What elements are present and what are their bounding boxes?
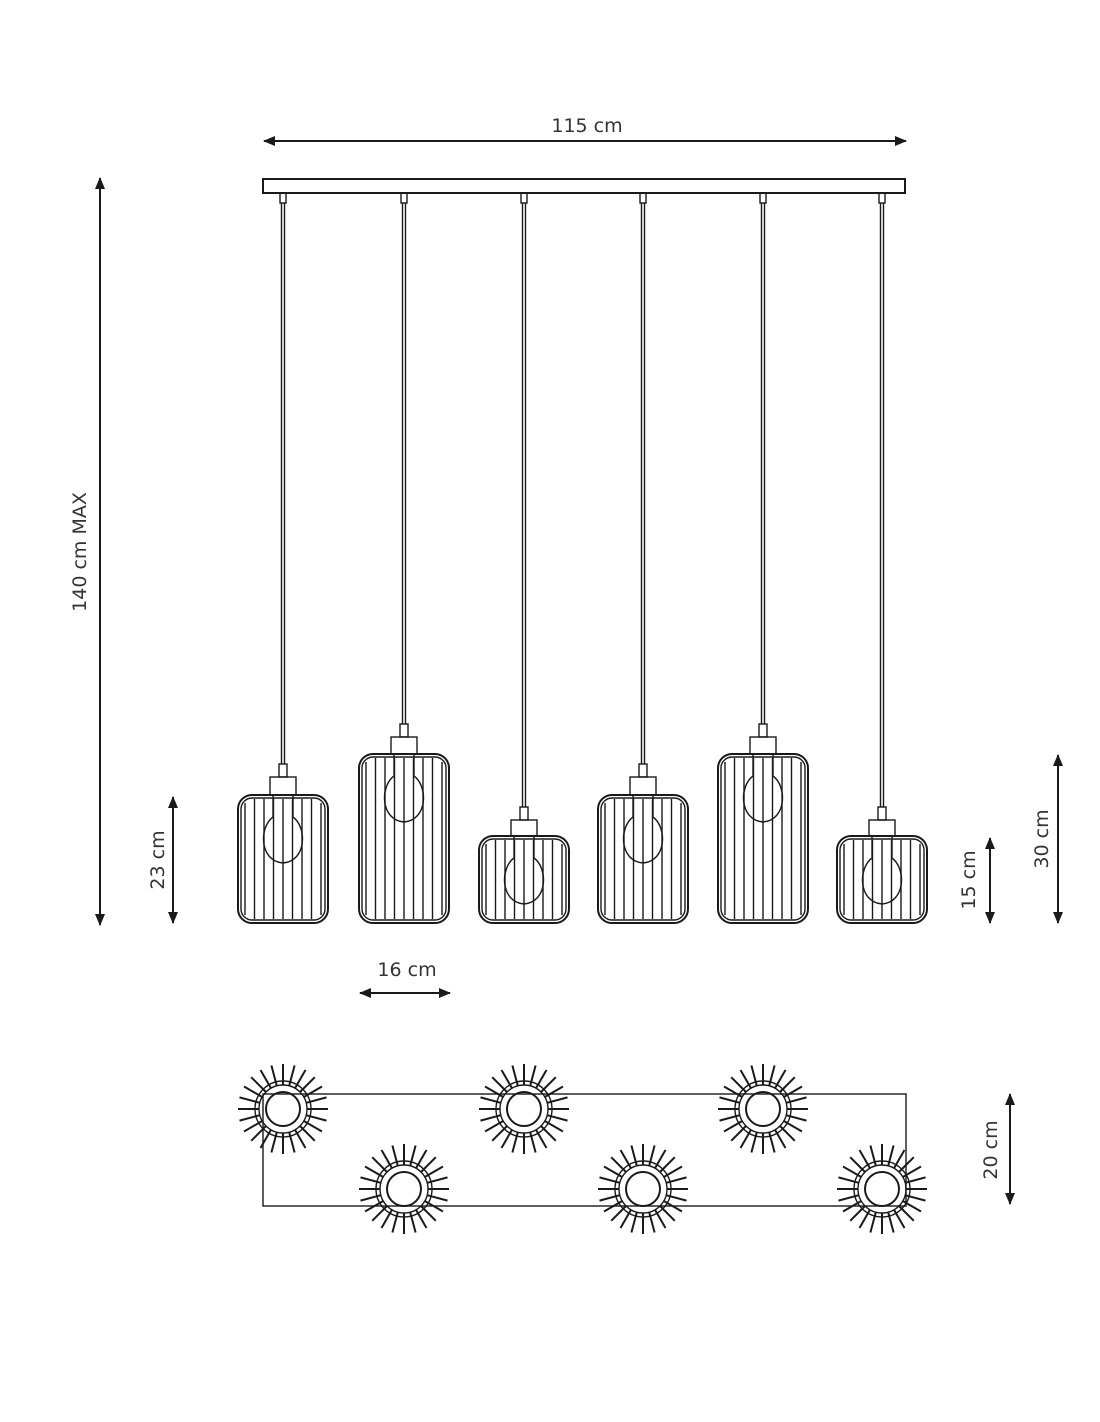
cage-spoke [664,1167,682,1178]
cable-connector [401,193,407,203]
socket [270,777,296,795]
cage-spoke [741,1130,752,1148]
height-label: 140 cm MAX [69,492,91,612]
socket-circle [865,1172,899,1206]
cage-spoke [295,1070,306,1088]
cage-spoke [485,1121,503,1132]
cable-connector [760,193,766,203]
cage-spoke [784,1087,802,1098]
cage-top-view [359,1144,449,1234]
socket [391,737,417,754]
ceiling-bar [263,179,905,193]
cable-connector [521,193,527,203]
cage-spoke [545,1121,563,1132]
lamps-group [238,193,927,923]
cage-spoke [382,1150,393,1168]
cage-spoke [372,1206,387,1221]
cage-spoke [244,1121,262,1132]
lamp-holder [639,764,647,777]
cage-spoke [300,1126,315,1141]
pendant-lamp [598,193,688,923]
socket-circle [266,1092,300,1126]
socket-circle [746,1092,780,1126]
lamp-holder [878,807,886,820]
cage-spoke [724,1121,742,1132]
cage-spoke [244,1087,262,1098]
cage-spoke [545,1087,563,1098]
height-dimension [69,178,100,925]
cage-spoke [536,1070,547,1088]
cage-spoke [894,1150,905,1168]
top-view-group [238,1064,927,1234]
cable-connector [879,193,885,203]
cage-spoke [899,1206,914,1221]
socket-circle [507,1092,541,1126]
cage-spoke [724,1087,742,1098]
cage-spoke [655,1210,666,1228]
cage-spoke [604,1167,622,1178]
cage-spoke [621,1210,632,1228]
depth-label: 20 cm [980,1120,1002,1180]
socket-circle [387,1172,421,1206]
cage-spoke [382,1210,393,1228]
cage-spoke [541,1126,556,1141]
socket-circle [626,1172,660,1206]
cage-top-view [598,1144,688,1234]
socket [869,820,895,836]
cage-spoke [251,1077,266,1092]
cage-spoke [295,1130,306,1148]
cage-spoke [775,1070,786,1088]
cage-spoke [850,1157,865,1172]
cage-spoke [425,1167,443,1178]
cage-spoke [780,1077,795,1092]
cage-spoke [492,1077,507,1092]
pendant-lamp [359,193,449,923]
socket [750,737,776,754]
shade-width-dimension [360,959,450,993]
pendant-lamp [837,193,927,923]
shade-23-dimension [147,797,173,923]
cage-spoke [416,1210,427,1228]
cage-top-view [479,1064,569,1154]
lamp-holder [520,807,528,820]
shade-23-label: 23 cm [147,830,169,890]
cage-top-view [238,1064,328,1154]
width-dimension [264,115,906,141]
cage-spoke [780,1126,795,1141]
cage-spoke [251,1126,266,1141]
cage-top-view [718,1064,808,1154]
pendant-lamp [479,193,569,923]
cable-connector [280,193,286,203]
cage-spoke [421,1206,436,1221]
cage-spoke [731,1077,746,1092]
shade-width-label: 16 cm [377,959,437,981]
cage-spoke [372,1157,387,1172]
cage-spoke [741,1070,752,1088]
cage-spoke [660,1157,675,1172]
cage-spoke [485,1087,503,1098]
cage-spoke [611,1157,626,1172]
pendant-lamp [238,193,328,923]
cage-spoke [365,1167,383,1178]
cage-spoke [843,1167,861,1178]
cage-spoke [304,1121,322,1132]
cage-spoke [304,1087,322,1098]
cage-spoke [541,1077,556,1092]
lamp-holder [400,724,408,737]
cage-spoke [300,1077,315,1092]
cage-spoke [860,1150,871,1168]
cage-spoke [502,1130,513,1148]
lamp-holder [279,764,287,777]
cage-spoke [860,1210,871,1228]
cage-top-view [837,1144,927,1234]
depth-dimension [980,1094,1010,1204]
shade-30-label: 30 cm [1031,809,1053,869]
cage-spoke [492,1126,507,1141]
cage-spoke [894,1210,905,1228]
cage-spoke [655,1150,666,1168]
cage-spoke [621,1150,632,1168]
width-label: 115 cm [551,115,623,137]
cage-spoke [502,1070,513,1088]
cage-spoke [660,1206,675,1221]
cage-spoke [261,1070,272,1088]
socket [511,820,537,836]
cage-spoke [611,1206,626,1221]
socket [630,777,656,795]
lamp-holder [759,724,767,737]
pendant-lamp [718,193,808,923]
cage-spoke [421,1157,436,1172]
cage-spoke [784,1121,802,1132]
shade-15-label: 15 cm [958,850,980,910]
cable-connector [640,193,646,203]
cage-spoke [731,1126,746,1141]
cage-spoke [850,1206,865,1221]
shade-30-dimension [1031,755,1058,923]
cage-spoke [775,1130,786,1148]
cage-spoke [261,1130,272,1148]
cage-spoke [536,1130,547,1148]
cage-spoke [416,1150,427,1168]
shade-15-dimension [958,838,990,923]
